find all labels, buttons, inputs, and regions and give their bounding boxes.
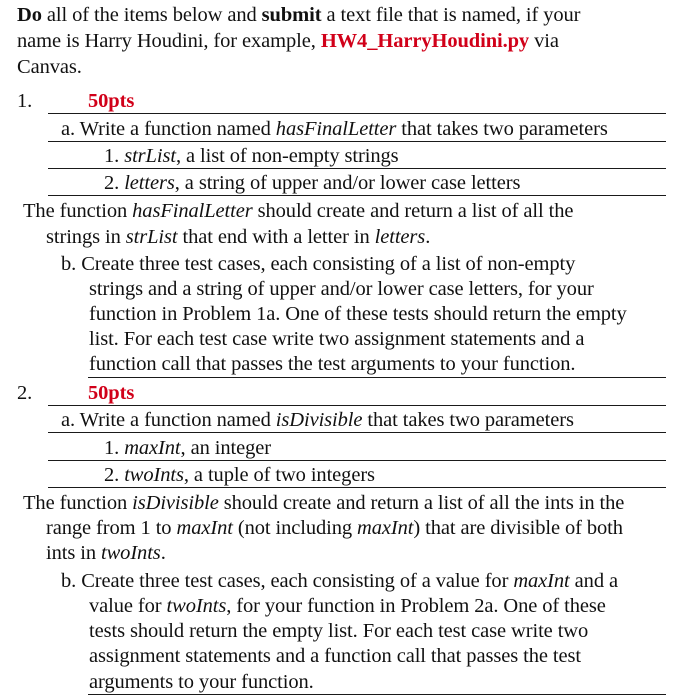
text: 2. [104,464,125,486]
text: 1. [104,145,125,167]
intro-line-1 [17,3,580,27]
text: , a tuple of two integers [183,464,375,486]
intro-line-3: Canvas. [17,56,82,78]
text: that end with a letter in [177,226,375,248]
text: ints in [46,542,102,564]
rule [88,694,666,695]
intro-do: Do [17,4,42,26]
param-name: letters [374,226,426,248]
param-name: letters [124,172,175,194]
problem-2-desc-line-3 [46,541,166,565]
text: , an integer [180,437,271,459]
problem-2b-line-2 [89,594,606,618]
rule [48,168,666,169]
function-name: isDivisible [275,409,363,431]
text: (not including [232,517,358,539]
problem-2b-line-5: arguments to your function. [89,671,314,693]
text: value for [89,595,167,617]
problem-1a-param-1 [104,144,399,168]
function-name: hasFinalLetter [275,118,397,140]
problem-1-desc-line-2 [46,225,430,249]
problem-1-desc-line-1 [23,199,573,223]
function-name: hasFinalLetter [132,200,253,222]
text: The function [23,492,133,514]
text: . [160,542,166,564]
problem-2-desc-line-1 [23,491,624,515]
text: strings in [46,226,126,248]
param-name: strList [124,145,176,167]
problem-2-number: 2. [17,382,33,404]
text: , for your function in Problem 2a. One of these [226,595,606,617]
text: The function [23,200,133,222]
text: and a [569,570,619,592]
text: a. Write a function named [61,118,276,140]
intro-text: all of the items below and [41,4,262,26]
param-name: maxInt [513,570,570,592]
text: . [425,226,431,248]
problem-2b-line-1 [61,569,618,593]
rule [48,405,666,406]
param-name: twoInts [101,542,161,564]
problem-2b-line-4: assignment statements and a function call that passes the test [89,645,581,667]
intro-submit: submit [261,4,322,26]
problem-1-points: 50pts [88,90,135,112]
text: that takes two parameters [362,409,574,431]
text: 2. [104,172,125,194]
param-name: strList [125,226,178,248]
text: 1. [104,437,125,459]
problem-1a-param-2 [104,171,520,195]
intro-text: a text file that is named, if your [321,4,581,26]
text: b. Create three test cases, each consisting of a value for [61,570,514,592]
text: , a list of non-empty strings [175,145,399,167]
intro-text: via [529,30,559,52]
rule [48,460,666,461]
text: should create and return a list of all the ints in the [218,492,625,514]
problem-1b-line-3: function in Problem 1a. One of these tests should return the empty [89,303,627,325]
problem-2a-line [61,408,574,432]
text: that takes two parameters [396,118,608,140]
param-name: twoInts [124,464,184,486]
rule [48,141,666,142]
function-name: isDivisible [132,492,219,514]
text: a. Write a function named [61,409,276,431]
problem-2b-line-3: tests should return the empty list. For each test case write two [89,620,589,642]
param-name: maxInt [176,517,233,539]
problem-1b-line-2: strings and a string of upper and/or lower case letters, for your [89,278,594,300]
rule [88,377,666,378]
text: ) that are divisible of both [413,517,623,539]
problem-2-desc-line-2 [46,516,623,540]
text: range from 1 to [46,517,177,539]
intro-line-2 [17,29,559,53]
param-name: maxInt [124,437,181,459]
problem-1b-line-1: b. Create three test cases, each consisting of a list of non-empty [61,253,576,275]
rule [48,113,666,114]
text: should create and return a list of all the [252,200,574,222]
rule [48,195,666,196]
problem-2a-param-2 [104,463,375,487]
rule [48,432,666,433]
problem-1a-line [61,117,608,141]
problem-1b-line-5: function call that passes the test arguments to your function. [89,353,576,375]
intro-text: name is Harry Houdini, for example, [17,30,321,52]
problem-1-number: 1. [17,90,33,112]
param-name: twoInts [166,595,227,617]
filename-example: HW4_HarryHoudini.py [320,30,530,52]
param-name: maxInt [357,517,414,539]
problem-1b-line-4: list. For each test case write two assignment statements and a [89,328,585,350]
problem-2a-param-1 [104,436,271,460]
problem-2-points: 50pts [88,382,135,404]
rule [48,487,666,488]
text: , a string of upper and/or lower case letters [174,172,521,194]
